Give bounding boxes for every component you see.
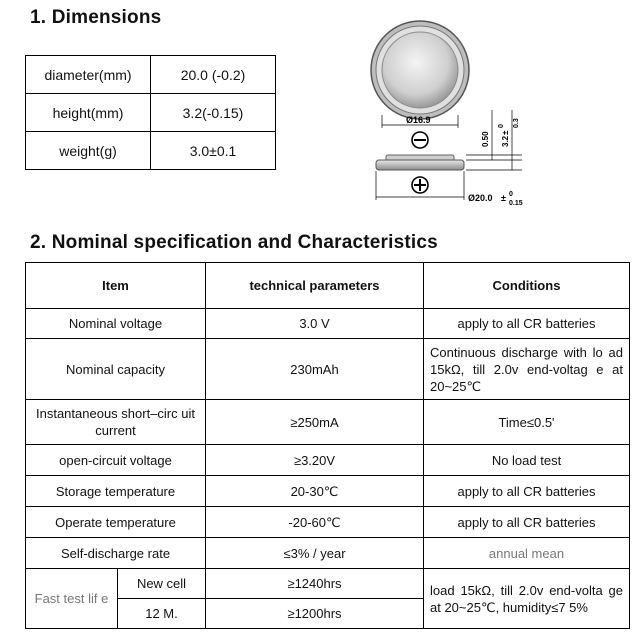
spec-item: Operate temperature: [26, 507, 206, 538]
battery-dimension-drawing: [360, 15, 560, 220]
spec-param: 20-30℃: [206, 476, 424, 507]
positive-terminal-icon: [412, 177, 428, 193]
table-row: [26, 400, 630, 445]
specification-table: [25, 262, 630, 629]
outer-tol-top: 0: [509, 191, 513, 198]
spec-item: Nominal voltage: [26, 309, 206, 339]
fast-12m-value: ≥1200hrs: [206, 599, 424, 629]
fast-new-cell-label: New cell: [118, 569, 206, 599]
step-height-label: 0.50: [481, 131, 490, 147]
outer-plus-minus: ±: [501, 193, 506, 203]
dimensions-table: [25, 55, 276, 170]
spec-cond: apply to all CR batteries: [424, 309, 630, 339]
spec-cond: No load test: [424, 445, 630, 476]
section-title-specification: 2. Nominal specification and Characteristics: [30, 232, 438, 253]
spec-item: Instantaneous short–circ uit current: [26, 400, 206, 445]
header-item: Item: [26, 263, 206, 309]
battery-side-view: [376, 155, 464, 170]
fast-test-conditions: load 15kΩ, till 2.0v end-volta ge at 20~25℃, humidity≤7 5%: [424, 569, 630, 629]
spec-item: Nominal capacity: [26, 339, 206, 400]
spec-item: Storage temperature: [26, 476, 206, 507]
table-row: [26, 507, 630, 538]
table-row: [26, 309, 630, 339]
table-row: [26, 476, 630, 507]
table-row: [26, 94, 276, 132]
spec-cond: apply to all CR batteries: [424, 507, 630, 538]
negative-terminal-icon: [412, 132, 428, 148]
height-label: 3.2: [501, 135, 510, 147]
table-row: [26, 132, 276, 170]
inner-diameter-label: Ø16.9: [406, 115, 431, 125]
spec-param: 230mAh: [206, 339, 424, 400]
dimension-key: height(mm): [26, 94, 151, 132]
table-row: [26, 538, 630, 569]
spec-item: Self-discharge rate: [26, 538, 206, 569]
dimension-value: 20.0 (-0.2): [151, 56, 276, 94]
dimension-key: weight(g): [26, 132, 151, 170]
spec-param: -20-60℃: [206, 507, 424, 538]
battery-top-view: [371, 21, 469, 119]
header-conditions: Conditions: [424, 263, 630, 309]
fast-new-cell-value: ≥1240hrs: [206, 569, 424, 599]
section-title-dimensions: 1. Dimensions: [30, 7, 162, 28]
spec-param: 3.0 V: [206, 309, 424, 339]
dimension-key: diameter(mm): [26, 56, 151, 94]
table-row: [26, 339, 630, 400]
spec-item: open-circuit voltage: [26, 445, 206, 476]
height-tol-bottom: 0.3: [513, 118, 520, 128]
spec-cond: Time≤0.5': [424, 400, 630, 445]
table-row: [26, 569, 630, 599]
height-plus-minus: ±: [501, 130, 510, 135]
height-tol-top: 0: [498, 124, 505, 128]
dimension-value: 3.0±0.1: [151, 132, 276, 170]
spec-cond: apply to all CR batteries: [424, 476, 630, 507]
outer-tol-bottom: 0.15: [509, 200, 523, 207]
table-row: [26, 56, 276, 94]
spec-param: ≥3.20V: [206, 445, 424, 476]
fast-12m-label: 12 M.: [118, 599, 206, 629]
dimension-value: 3.2(-0.15): [151, 94, 276, 132]
spec-param: ≥250mA: [206, 400, 424, 445]
table-row: [26, 445, 630, 476]
fast-test-life-label: Fast test lif e: [26, 569, 118, 629]
table-header-row: [26, 263, 630, 309]
spec-cond: Continuous discharge with lo ad 15kΩ, till 2.0v end-voltag e at 20~25℃: [424, 339, 630, 400]
outer-diameter-label: Ø20.0: [468, 193, 493, 203]
spec-param: ≤3% / year: [206, 538, 424, 569]
spec-cond: annual mean: [424, 538, 630, 569]
header-technical-parameters: technical parameters: [206, 263, 424, 309]
